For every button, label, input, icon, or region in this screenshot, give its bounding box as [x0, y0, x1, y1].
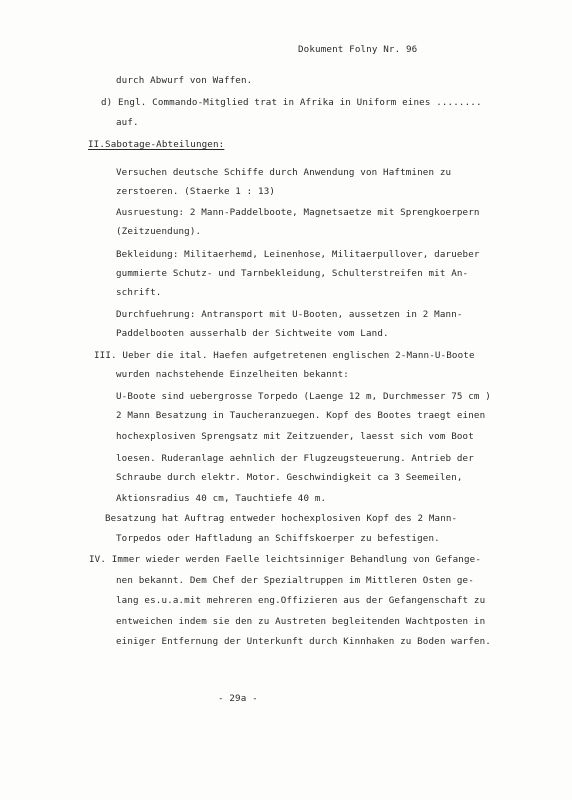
text-line: Versuchen deutsche Schiffe durch Anwendung von Haftminen zu: [116, 167, 452, 178]
text-line: entweichen indem sie den zu Austreten begleitenden Wachtposten in: [116, 616, 486, 627]
text-line: gummierte Schutz- und Tarnbekleidung, Schulterstreifen mit An-: [116, 268, 469, 279]
text-line: III. Ueber die ital. Haefen aufgetretenen englischen 2-Mann-U-Boote: [94, 350, 475, 361]
text-line: 2 Mann Besatzung in Taucheranzuegen. Kopf des Bootes traegt einen: [116, 410, 486, 421]
text-line: Besatzung hat Auftrag entweder hochexplosiven Kopf des 2 Mann-: [105, 513, 458, 524]
text-line: Torpedos oder Haftladung an Schiffskoerper zu befestigen.: [116, 533, 440, 544]
text-line: Paddelbooten ausserhalb der Sichtweite vom Land.: [116, 328, 389, 339]
text-line: (Zeitzuendung).: [116, 226, 202, 237]
section-heading: II.Sabotage-Abteilungen:: [88, 139, 225, 150]
document-header: Dokument Folny Nr. 96: [298, 44, 418, 55]
text-line: Bekleidung: Militaerhemd, Leinenhose, Militaerpullover, darueber: [116, 249, 480, 260]
text-line: IV. Immer wieder werden Faelle leichtsinniger Behandlung von Gefange-: [89, 554, 482, 565]
text-line: auf.: [116, 117, 139, 128]
text-line: d) Engl. Commando-Mitglied trat in Afrika in Uniform eines ........: [101, 97, 482, 108]
text-line: Aktionsradius 40 cm, Tauchtiefe 40 m.: [116, 493, 327, 504]
text-line: zerstoeren. (Staerke 1 : 13): [116, 186, 276, 197]
page-number: - 29a -: [218, 693, 258, 704]
text-line: hochexplosiven Sprengsatz mit Zeitzuender, laesst sich vom Boot: [116, 431, 474, 442]
text-line: durch Abwurf von Waffen.: [116, 75, 253, 86]
text-line: einiger Entfernung der Unterkunft durch Kinnhaken zu Boden warfen.: [116, 636, 491, 647]
text-line: Schraube durch elektr. Motor. Geschwindigkeit ca 3 Seemeilen,: [116, 472, 463, 483]
text-line: schrift.: [116, 287, 162, 298]
text-line: nen bekannt. Dem Chef der Spezialtruppen im Mittleren Osten ge-: [116, 575, 474, 586]
text-line: Durchfuehrung: Antransport mit U-Booten, aussetzen in 2 Mann-: [116, 309, 463, 320]
text-line: Ausruestung: 2 Mann-Paddelboote, Magnetsaetze mit Sprengkoerpern: [116, 207, 480, 218]
text-line: loesen. Ruderanlage aehnlich der Flugzeugsteuerung. Antrieb der: [116, 453, 474, 464]
text-line: lang es.u.a.mit mehreren eng.Offizieren aus der Gefangenschaft zu: [116, 595, 486, 606]
text-line: wurden nachstehende Einzelheiten bekannt:: [116, 369, 349, 380]
text-line: U-Boote sind uebergrosse Torpedo (Laenge 12 m, Durchmesser 75 cm ): [116, 391, 491, 402]
